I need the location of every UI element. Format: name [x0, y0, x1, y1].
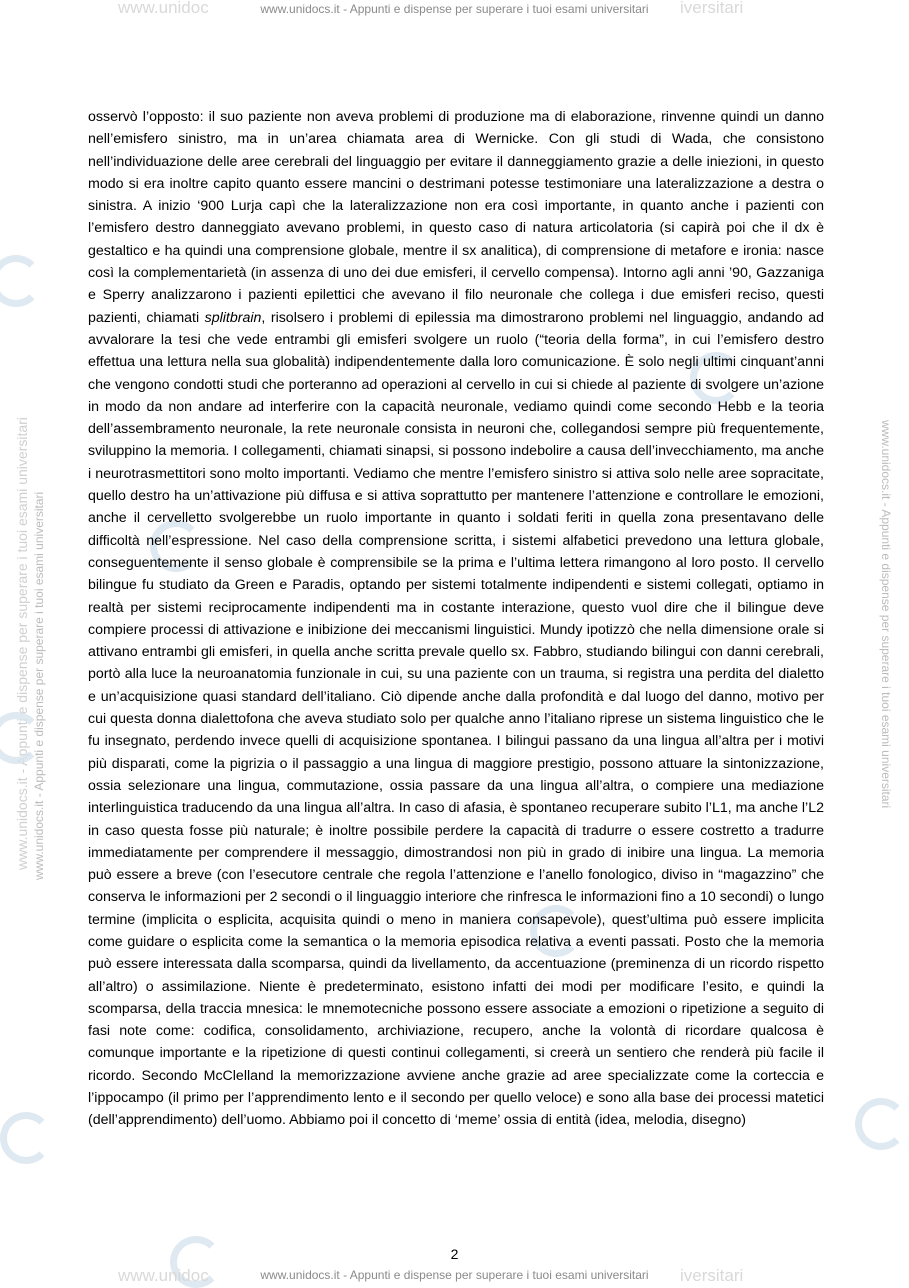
unidocs-logo-icon [0, 1112, 52, 1164]
header-banner-text[interactable]: www.unidocs.it - Appunti e dispense per superare i tuoi esami universitari [260, 2, 649, 16]
footer-ghost-right: iversitari [680, 1266, 744, 1285]
italic-term: splitbrain [204, 309, 262, 326]
left-side-watermark: www.unidocs.it - Appunti e dispense per superare i tuoi esami universitari [14, 417, 30, 870]
footer-banner [0, 1266, 909, 1285]
unidocs-logo-icon [0, 255, 42, 307]
text-segment-2: , risolsero i problemi di epilessia ma dimostrarono problemi nel linguaggio, andando ad avvalorare la tesi che vede entrambi gli emisferi svolgere un ruolo (“teoria della forma”, in cui l’emisfero destro effettua una lettura nella sua globalità) indipendentemente dalla loro comunicazione. È solo negli ultimi cinquant’anni che vengono condotti studi che porteranno ad operazioni al cervello in cui si chiede al paziente di svolgere un’azione in modo da non andare ad interferire con la capacità neuronale, vediamo quindi come secondo Hebb e la teoria dell’assembramento neuronale, la rete neuronale consista in neuroni che, collegandosi sempre più frequentemente, sviluppino la memoria. I collegamenti, chiamati sinapsi, si possono indebolire a causa dell’invecchiamento, ma anche i neurotrasmettitori sono molto importanti. Vediamo che mentre l’emisfero sinistro si attiva solo nelle aree sopracitate, quello destro ha un’attivazione più diffusa e si attiva soprattutto per mantenere l’attenzione e controllare le emozioni, anche il cervelletto svolgerebbe un ruolo importante in quanto i soldati feriti in quella zona presentavano delle difficoltà nell’espressione. Nel caso della comprensione scritta, i sistemi alfabetici prevedono una lettura globale, conseguentemente il senso globale è comprensibile se la prima e l’ultima lettera rimangono al loro posto. Il cervello bilingue fu studiato da Green e Paradis, optando per sistemi totalmente indipendenti e sistemi collegati, optiamo in realtà per sistemi reciprocamente indipendenti ma in costante interazione, questo vuol dire che il bilingue deve compiere processi di attivazione e inibizione dei meccanismi linguistici. Mundy ipotizzò che nella dimensione orale si attivano entrambi gli emisferi, in quella anche scritta prevale quello sx. Fabbro, studiando bilingui con danni cerebrali, portò alla luce la neuroanatomia funzionale in cui, su una paziente con un trauma, si registra una perdita del dialetto e un’acquisizione quasi standard dell’italiano. Ciò dipende anche dalla profondità e dal luogo del danno, motivo per cui questa donna dialettofona che aveva studiato solo per qualche anno l’italiano riprese un sistema linguistico che le fu insegnato, perdendo invece quelli di acquisizione spontanea. I bilingui passano da una lingua all’altra per i motivi più disparati, come la pigrizia o il passaggio a una lingua di maggiore prestigio, possono attuare la sintonizzazione, ossia selezionare una lingua, commutazione, ossia passare da una lingua all’altra, o compiere una mediazione interlinguistica traducendo da una lingua all’altra. In caso di afasia, è spontaneo recuperare subito l’L1, ma anche l’L2 in caso questa fosse più naturale; è inoltre possibile perdere la capacità di tradurre o essere costretto a tradurre immediatamente per comprendere il messaggio, dimostrandosi non più in grado di inibire una lingua. La memoria può essere a breve (con l’esecutore centrale che regola l’attenzione e l’anello fonologico, diviso in “magazzino” che conserva le informazioni per 2 secondi o il linguaggio interiore che rinfresca le informazioni fino a 10 secondi) o lungo termine (implicita o esplicita, acquisita quindi o meno in maniera consapevole), quest’ultima può essere implicita come guidare o esplicita come la semantica o la memoria episodica relativa a eventi passati. Posto che la memoria può essere interessata dalla scomparsa, quindi da livellamento, da accentuazione (preminenza di un ricordo rispetto all’altro) o assimilazione. Niente è predeterminato, esistono infatti dei modi per modificare l’esito, e quindi la scomparsa, della traccia mnesica: le mnemotecniche possono essere associate a emozioni o ripetizione a seguito di fasi note come: codifica, consolidamento, archiviazione, recupero, anche la volontà di ricordare qualcosa è comunque importante e la ripetizione di questi continui collegamenti, si creerà un sentiero che renderà più facile il ricordo. Secondo McClelland la memorizzazione avviene anche grazie ad aree specializzate come la corteccia e l’ippocampo (il primo per l’apprendimento lento e il secondo per quello veloce) e sono alla base dei processi matetici (dell’apprendimento) dell’uomo. Abbiamo poi il concetto di ‘meme’ ossia di entità (idea, melodia, disegno) [88, 309, 825, 1129]
footer-banner-text[interactable]: www.unidocs.it - Appunti e dispense per superare i tuoi esami universitari [260, 1268, 649, 1282]
unidocs-logo-icon [855, 1098, 907, 1150]
right-side-watermark: www.unidocs.it - Appunti e dispense per superare i tuoi esami universitari [879, 420, 893, 809]
page-number: 2 [450, 1246, 459, 1262]
body-paragraph [88, 106, 824, 1132]
text-segment-1: osservò l’opposto: il suo paziente non aveva problemi di produzione ma di elaborazione, rinvenne quindi un danno nell’emisfero sinistro, ma in un’area chiamata area di Wernicke. Con gli studi di Wada, che consistono nell’individuazione delle aree cerebrali del linguaggio per evitare il danneggiamento grazie a delle iniezioni, in questo modo si era inoltre capito quanto essere mancini o destrimani potesse testimoniare una lateralizzazione a destra o sinistra. A inizio ‘900 Lurja capì che la lateralizzazione non era così importante, in quanto anche i pazienti con l’emisfero destro danneggiato avevano problemi, in questo caso di natura articolatoria (si capirà poi che il dx è gestaltico e ha quindi una comprensione globale, mentre il sx analitica), di comprensione di metafore e ironia: nasce così la complementarietà (in assenza di uno dei due emisferi, il cervello compensa). Intorno agli anni ’90, Gazzaniga e Sperry analizzarono i pazienti epilettici che avevano il filo neuronale che collega i due emisferi reciso, questi pazienti, chiamati [88, 109, 824, 326]
header-banner [0, 2, 909, 16]
document-page [88, 106, 824, 1132]
header-ghost-left: www.unidoc [118, 0, 209, 17]
left-side-watermark-inner: www.unidocs.it - Appunti e dispense per superare i tuoi esami universitari [32, 491, 46, 880]
header-ghost-right: iversitari [680, 0, 744, 17]
footer-ghost-left: www.unidoc [118, 1266, 209, 1285]
